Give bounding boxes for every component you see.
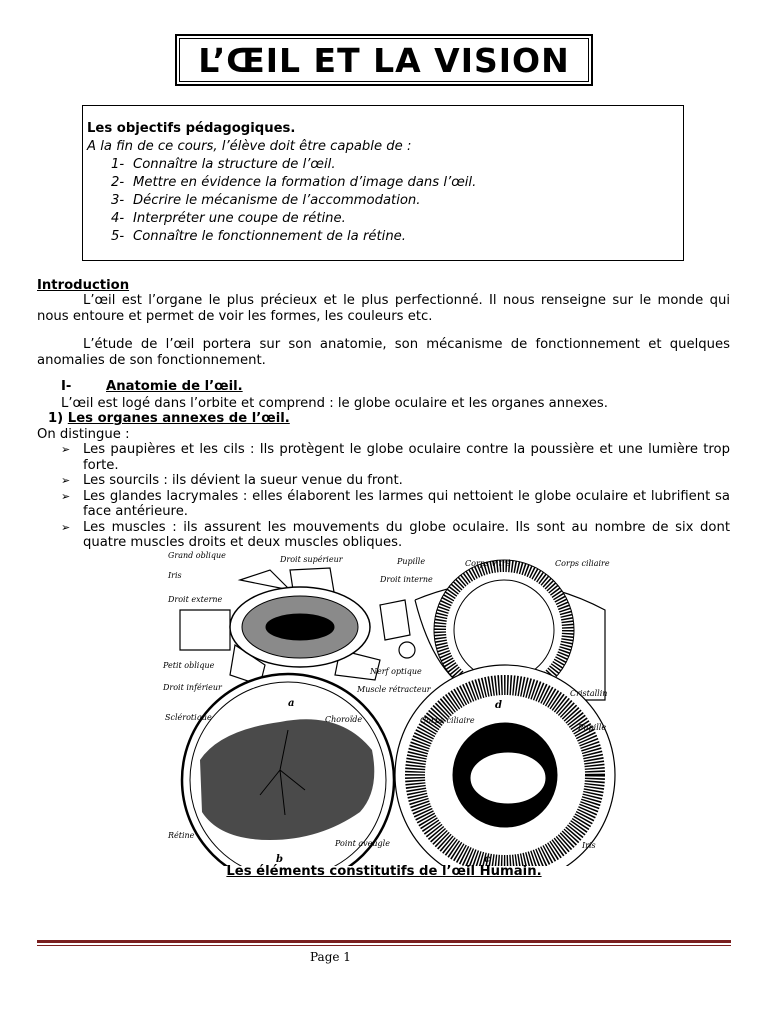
objective-item: 2- Mettre en évidence la formation d’image dans l’œil. — [111, 175, 477, 190]
label-corps-ciliaire-d: Corps ciliaire — [555, 559, 610, 568]
label-grand-oblique: Grand oblique — [168, 551, 226, 560]
label-c: c — [484, 854, 491, 865]
page-number: Page 1 — [310, 950, 351, 964]
objective-item: 5- Connaître le fonctionnement de la rétine. — [111, 229, 406, 244]
objectives-heading: Les objectifs pédagogiques. — [87, 121, 296, 136]
label-choroide: Choroïde — [325, 715, 363, 724]
footer-rule — [37, 940, 731, 943]
section-text: L’œil est logé dans l’orbite et comprend : le globe oculaire et les organes annexes. — [61, 396, 608, 411]
label-iris-c: Iris — [582, 841, 596, 850]
list-item: ➢ Les muscles : ils assurent les mouvements du globe oculaire. Ils sont au nombre de six dont quatre muscles droits et deux muscles obliques. — [61, 519, 730, 550]
label-nerf-optique: Nerf optique — [370, 667, 422, 676]
objectives-intro: A la fin de ce cours, l’élève doit être capable de : — [87, 139, 412, 154]
label-retine: Rétine — [168, 831, 195, 840]
list-item: ➢ Les sourcils : ils dévient la sueur venue du front. — [61, 473, 403, 488]
label-petit-oblique: Petit oblique — [163, 661, 215, 670]
objective-item: 4- Interpréter une coupe de rétine. — [111, 211, 346, 226]
subsection-heading: 1) Les organes annexes de l’œil. — [48, 411, 290, 426]
label-corps-vitre: Corps vitré — [465, 559, 511, 568]
label-droit-inferieur: Droit inférieur — [163, 683, 222, 692]
introduction-heading: Introduction — [37, 278, 130, 293]
label-droit-interne: Droit interne — [380, 575, 433, 584]
arrow-bullet-icon: ➢ — [61, 520, 71, 534]
arrow-bullet-icon: ➢ — [61, 489, 71, 503]
label-pupille-a: Pupille — [397, 557, 426, 566]
label-corps-ciliaire-c: Corps ciliaire — [420, 716, 475, 725]
label-muscle-retracteur: Muscle rétracteur — [357, 685, 431, 694]
footer-rule-thin — [37, 945, 731, 946]
introduction-paragraph-2: L’étude de l’œil portera sur son anatomie, son mécanisme de fonctionnement et quelques anomalies de son fonctionnement. — [37, 337, 730, 368]
label-droit-externe: Droit externe — [168, 595, 223, 604]
arrow-bullet-icon: ➢ — [61, 443, 71, 456]
label-droit-superieur: Droit supérieur — [280, 555, 343, 564]
label-iris-a: Iris — [168, 571, 182, 580]
eye-anatomy-figure — [110, 550, 630, 866]
label-cristallin: Cristallin — [570, 689, 608, 698]
page-title: L’ŒIL ET LA VISION — [198, 40, 570, 80]
objective-item: 1- Connaître la structure de l’œil. — [111, 157, 336, 172]
section-heading: I- Anatomie de l’œil. — [61, 379, 243, 394]
objectives-box — [82, 105, 684, 261]
arrow-bullet-icon: ➢ — [61, 474, 71, 487]
label-sclerotique: Sclérotique — [165, 713, 212, 722]
distinguish-text: On distingue : — [37, 427, 130, 442]
introduction-paragraph-1: L’œil est l’organe le plus précieux et le plus perfectionné. Il nous renseigne sur le monde qui nous entoure et permet de voir les formes, les couleurs etc. — [37, 293, 730, 324]
label-b: b — [276, 854, 283, 865]
label-d: d — [495, 700, 502, 711]
objective-item: 3- Décrire le mécanisme de l’accommodation. — [111, 193, 421, 208]
figure-caption: Les éléments constitutifs de l’œil Humain. — [226, 864, 542, 879]
label-a: a — [288, 698, 295, 709]
label-point-aveugle: Point aveugle — [335, 839, 390, 848]
title-box — [175, 34, 593, 86]
annex-organs-list — [61, 442, 730, 551]
label-pupille-c: Pupille — [578, 723, 607, 732]
objectives-list — [87, 156, 683, 246]
list-item: ➢ Les glandes lacrymales : elles élaborent les larmes qui nettoient le globe oculaire et lubrifient sa face antérieure. — [61, 488, 730, 519]
list-item: ➢ Les paupières et les cils : Ils protègent le globe oculaire contre la poussière et une lumière trop forte. — [61, 442, 730, 473]
